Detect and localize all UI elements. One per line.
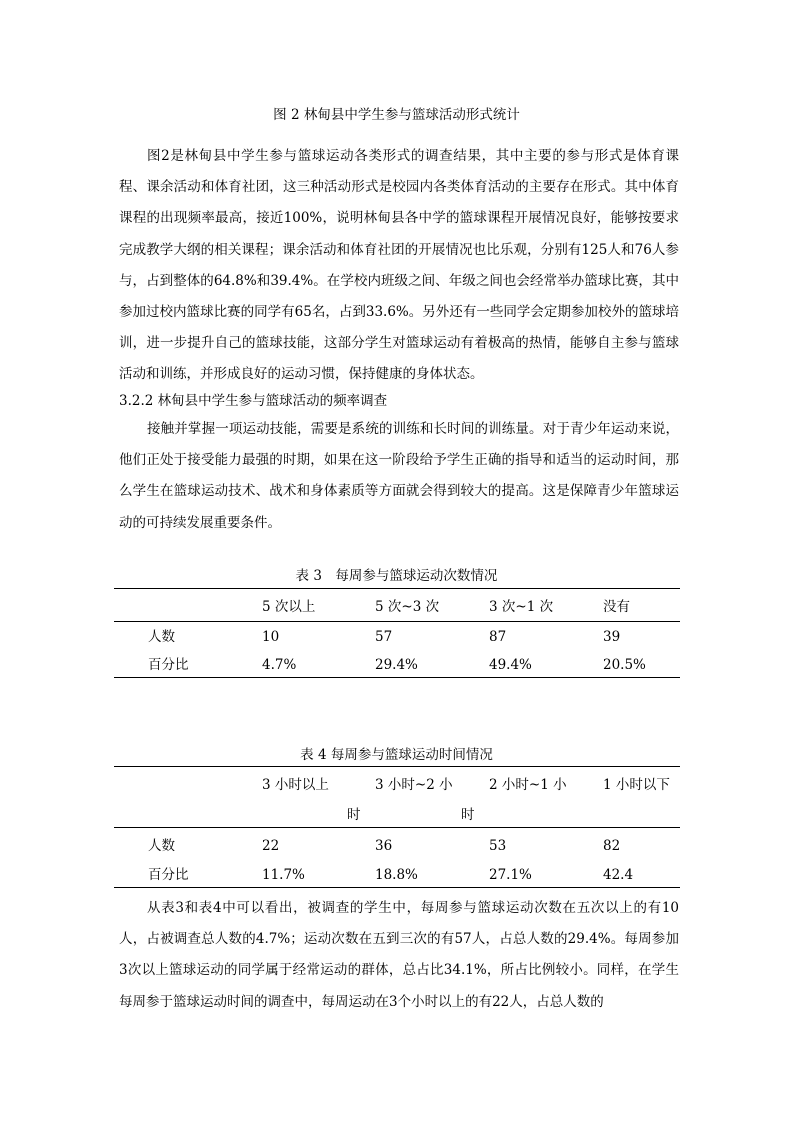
table-4-cell: 53 <box>489 838 507 854</box>
table-3-cell: 87 <box>489 629 507 645</box>
table-4-top-rule <box>114 766 680 767</box>
section-heading: 3.2.2 林甸县中学生参与篮球活动的频率调查 <box>119 393 388 409</box>
table-3-header-cell: 没有 <box>603 599 630 615</box>
table-3-row-label: 人数 <box>148 629 175 645</box>
table-3-cell: 20.5% <box>603 657 646 673</box>
table-4-header-rule <box>114 827 680 828</box>
paragraph-figure-description: 图2是林甸县中学生参与篮球运动各类形式的调查结果，其中主要的参与形式是体育课程、课余活动和体育社团，这三种活动形式是校园内各类体育活动的主要存在形式。其中体育课程的出现频率最高，接近100%，说明林甸县各中学的篮球课程开展情况良好，能够按要求完成教学大纲的相关课程；课余活动和体育社团的开展情况也比乐观，分别有125人和76人参与，占到整体的64.8%和39.4%。在学校内班级之间、年级之间也会经常举办篮球比赛，其中参加过校内篮球比赛的同学有65名，占到33.6%。另外还有一些同学会定期参加校外的篮球培训，进一步提升自己的篮球技能，这部分学生对篮球运动有着极高的热情，能够自主参与篮球活动和训练，并形成良好的运动习惯，保持健康的身体状态。 <box>119 148 679 383</box>
table-4-cell: 82 <box>603 838 621 854</box>
table-4-caption: 表 4 每周参与篮球运动时间情况 <box>300 747 493 763</box>
paragraph-table-analysis: 从表3和表4中可以看出，被调查的学生中，每周参与篮球运动次数在五次以上的有10人，占被调查总人数的4.7%；运动次数在五到三次的有57人，占总人数的29.4%。每周参加3次以上篮球运动的同学属于经常运动的群体，总占比34.1%，所占比例较小。同样，在学生每周参于篮球运动时间的调查中，每周运动在3个小时以上的有22人，占总人数的 <box>119 900 679 1010</box>
table-3-header-cell: 5 次以上 <box>262 599 316 615</box>
table-4-header-cell: 3 小时以上 <box>262 777 329 793</box>
table-4-header-cell: 3 小时~2 小 <box>375 777 453 793</box>
table-4-row-label: 人数 <box>148 838 175 854</box>
table-4-cell: 27.1% <box>489 867 532 883</box>
table-3-cell: 4.7% <box>262 657 297 673</box>
table-3-caption: 表 3 每周参与篮球运动次数情况 <box>295 568 498 584</box>
table-4-cell: 42.4 <box>603 867 634 883</box>
table-3-bottom-rule <box>114 677 680 678</box>
table-3-row-label: 百分比 <box>148 657 189 673</box>
table-3-cell: 49.4% <box>489 657 532 673</box>
table-4-cell: 18.8% <box>375 867 418 883</box>
table-4-cell: 22 <box>262 838 280 854</box>
table-3-header-cell: 3 次~1 次 <box>489 599 554 615</box>
table-3-cell: 29.4% <box>375 657 418 673</box>
table-3-cell: 10 <box>262 629 280 645</box>
table-4-header-wrap: 时 <box>347 807 361 823</box>
table-4-header-wrap: 时 <box>461 807 475 823</box>
figure-caption: 图 2 林甸县中学生参与篮球活动形式统计 <box>273 107 520 123</box>
table-4-cell: 11.7% <box>262 867 305 883</box>
table-4-header-cell: 1 小时以下 <box>603 777 670 793</box>
table-3-header-cell: 5 次~3 次 <box>375 599 440 615</box>
table-4-header-cell: 2 小时~1 小 <box>489 777 567 793</box>
table-3-header-rule <box>114 621 680 622</box>
table-3-top-rule <box>114 588 680 589</box>
table-3-cell: 39 <box>603 629 621 645</box>
table-3-cell: 57 <box>375 629 393 645</box>
table-4-row-label: 百分比 <box>148 867 189 883</box>
table-4-cell: 36 <box>375 838 393 854</box>
table-4-bottom-rule <box>114 887 680 888</box>
paragraph-training-intro: 接触并掌握一项运动技能，需要是系统的训练和长时间的训练量。对于青少年运动来说，他们正处于接受能力最强的时期，如果在这一阶段给予学生正确的指导和适当的运动时间，那么学生在篮球运动技术、战术和身体素质等方面就会得到较大的提高。这是保障青少年篮球运动的可持续发展重要条件。 <box>119 421 679 531</box>
